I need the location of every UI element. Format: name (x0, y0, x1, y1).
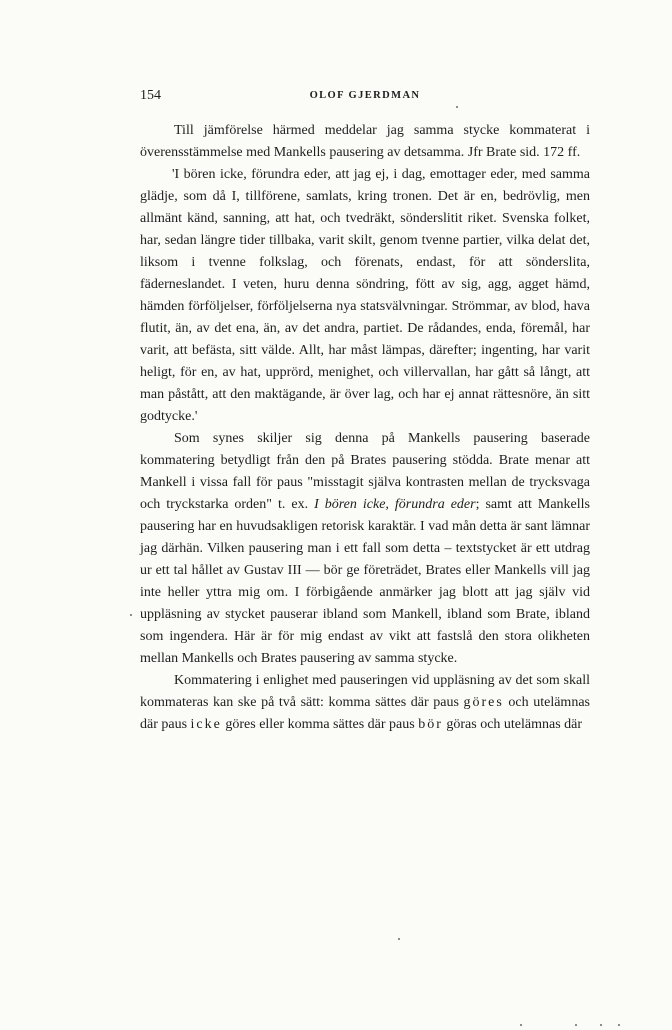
scan-speck (575, 1024, 577, 1026)
comparison-text-1: Som synes skiljer sig denna på Mankells pausering baserade kommatering betydligt från den på Brates pausering stödda. Brate menar att Mankell i vissa fall för paus "misstagit själva kontrasten mellan de trycksvaga och tryckstarka orden" t. ex. (140, 431, 590, 512)
spaced-word-gores: göres (463, 695, 504, 710)
scan-speck (520, 1024, 522, 1026)
page-number: 154 (140, 88, 161, 103)
example-phrase: I bören icke, förundra eder (314, 497, 476, 512)
page-header (140, 88, 590, 108)
page-body (140, 120, 590, 736)
scan-speck (456, 106, 458, 108)
kommatering-text-4: göras och utelämnas där (446, 717, 583, 732)
paragraph-intro: Till jämförelse härmed meddelar jag samma stycke kommaterat i överensstämmelse med Mankells pausering av detsamma. Jfr Brate sid. 172 ff. (140, 123, 590, 160)
spaced-word-bor: bör (418, 717, 443, 732)
comparison-text-2: ; samt att Mankells pausering har en huvudsakligen retorisk karaktär. I vad mån detta är sant lämnar jag därhän. Vilken pausering man i ett fall som detta – textstycket är ett utdrag ur ett tal hållet av Gustav III — bör ge företrädet, Brates eller Mankells vill jag inte heller yttra mig om. I förbigående anmärker jag blott att jag själv vid uppläsning av stycket pauserar ibland som Mankell, ibland som Brate, ibland som ingendera. Här är för mig endast av vikt att fastslå den stora olikheten mellan Mankells och Brates pausering av samma stycke. (140, 497, 590, 666)
scan-speck (600, 1024, 602, 1026)
paragraph-kommatering (140, 670, 590, 736)
scan-speck (130, 614, 132, 616)
scan-speck (398, 938, 400, 940)
paragraph-comparison (140, 428, 590, 670)
kommatering-text-3: göres eller komma sättes där paus (225, 717, 415, 732)
running-head: OLOF GJERDMAN (309, 90, 421, 101)
quoted-speech: 'I bören icke, förundra eder, att jag ej, i dag, emottager eder, med samma glädje, som då I, tillförene, samlats, kring tronen. Det är en, bedrövlig, men allmänt känd, sanning, att hat, och tvedräkt, sönderslitit riket. Svenska folket, har, sedan längre tider tillbaka, varit skilt, genom tvenne partier, vilka delat det, liksom i tvenne folkslag, och förenats, endast, för att sönderslita, fäderneslandet. I veten, huru denna söndring, fött av sig, agg, agget hämd, hämden förföljelser, förföljelserna nya statsvälvningar. Strömmar, av blod, hava flutit, än, av det ena, än, av det andra, partiet. De rådandes, enda, föremål, har varit, att befästa, sitt välde. Allt, har måst lämpas, därefter; ingenting, har varit heligt, för en, av hat, upprörd, menighet, och villervallan, har gått så långt, att man påstått, att den maktägande, är över lag, och har ej annat rättesnöre, än sitt godtycke.' (140, 167, 590, 424)
scan-speck (618, 1024, 620, 1026)
kommatering-text-1: Kommatering i enlighet med pauseringen vid uppläsning av det som skall kommateras kan ske på två sätt: komma sättes där paus (140, 673, 590, 710)
kommatering-text-2: och utelämnas där paus (140, 695, 590, 732)
spaced-word-icke: icke (190, 717, 222, 732)
